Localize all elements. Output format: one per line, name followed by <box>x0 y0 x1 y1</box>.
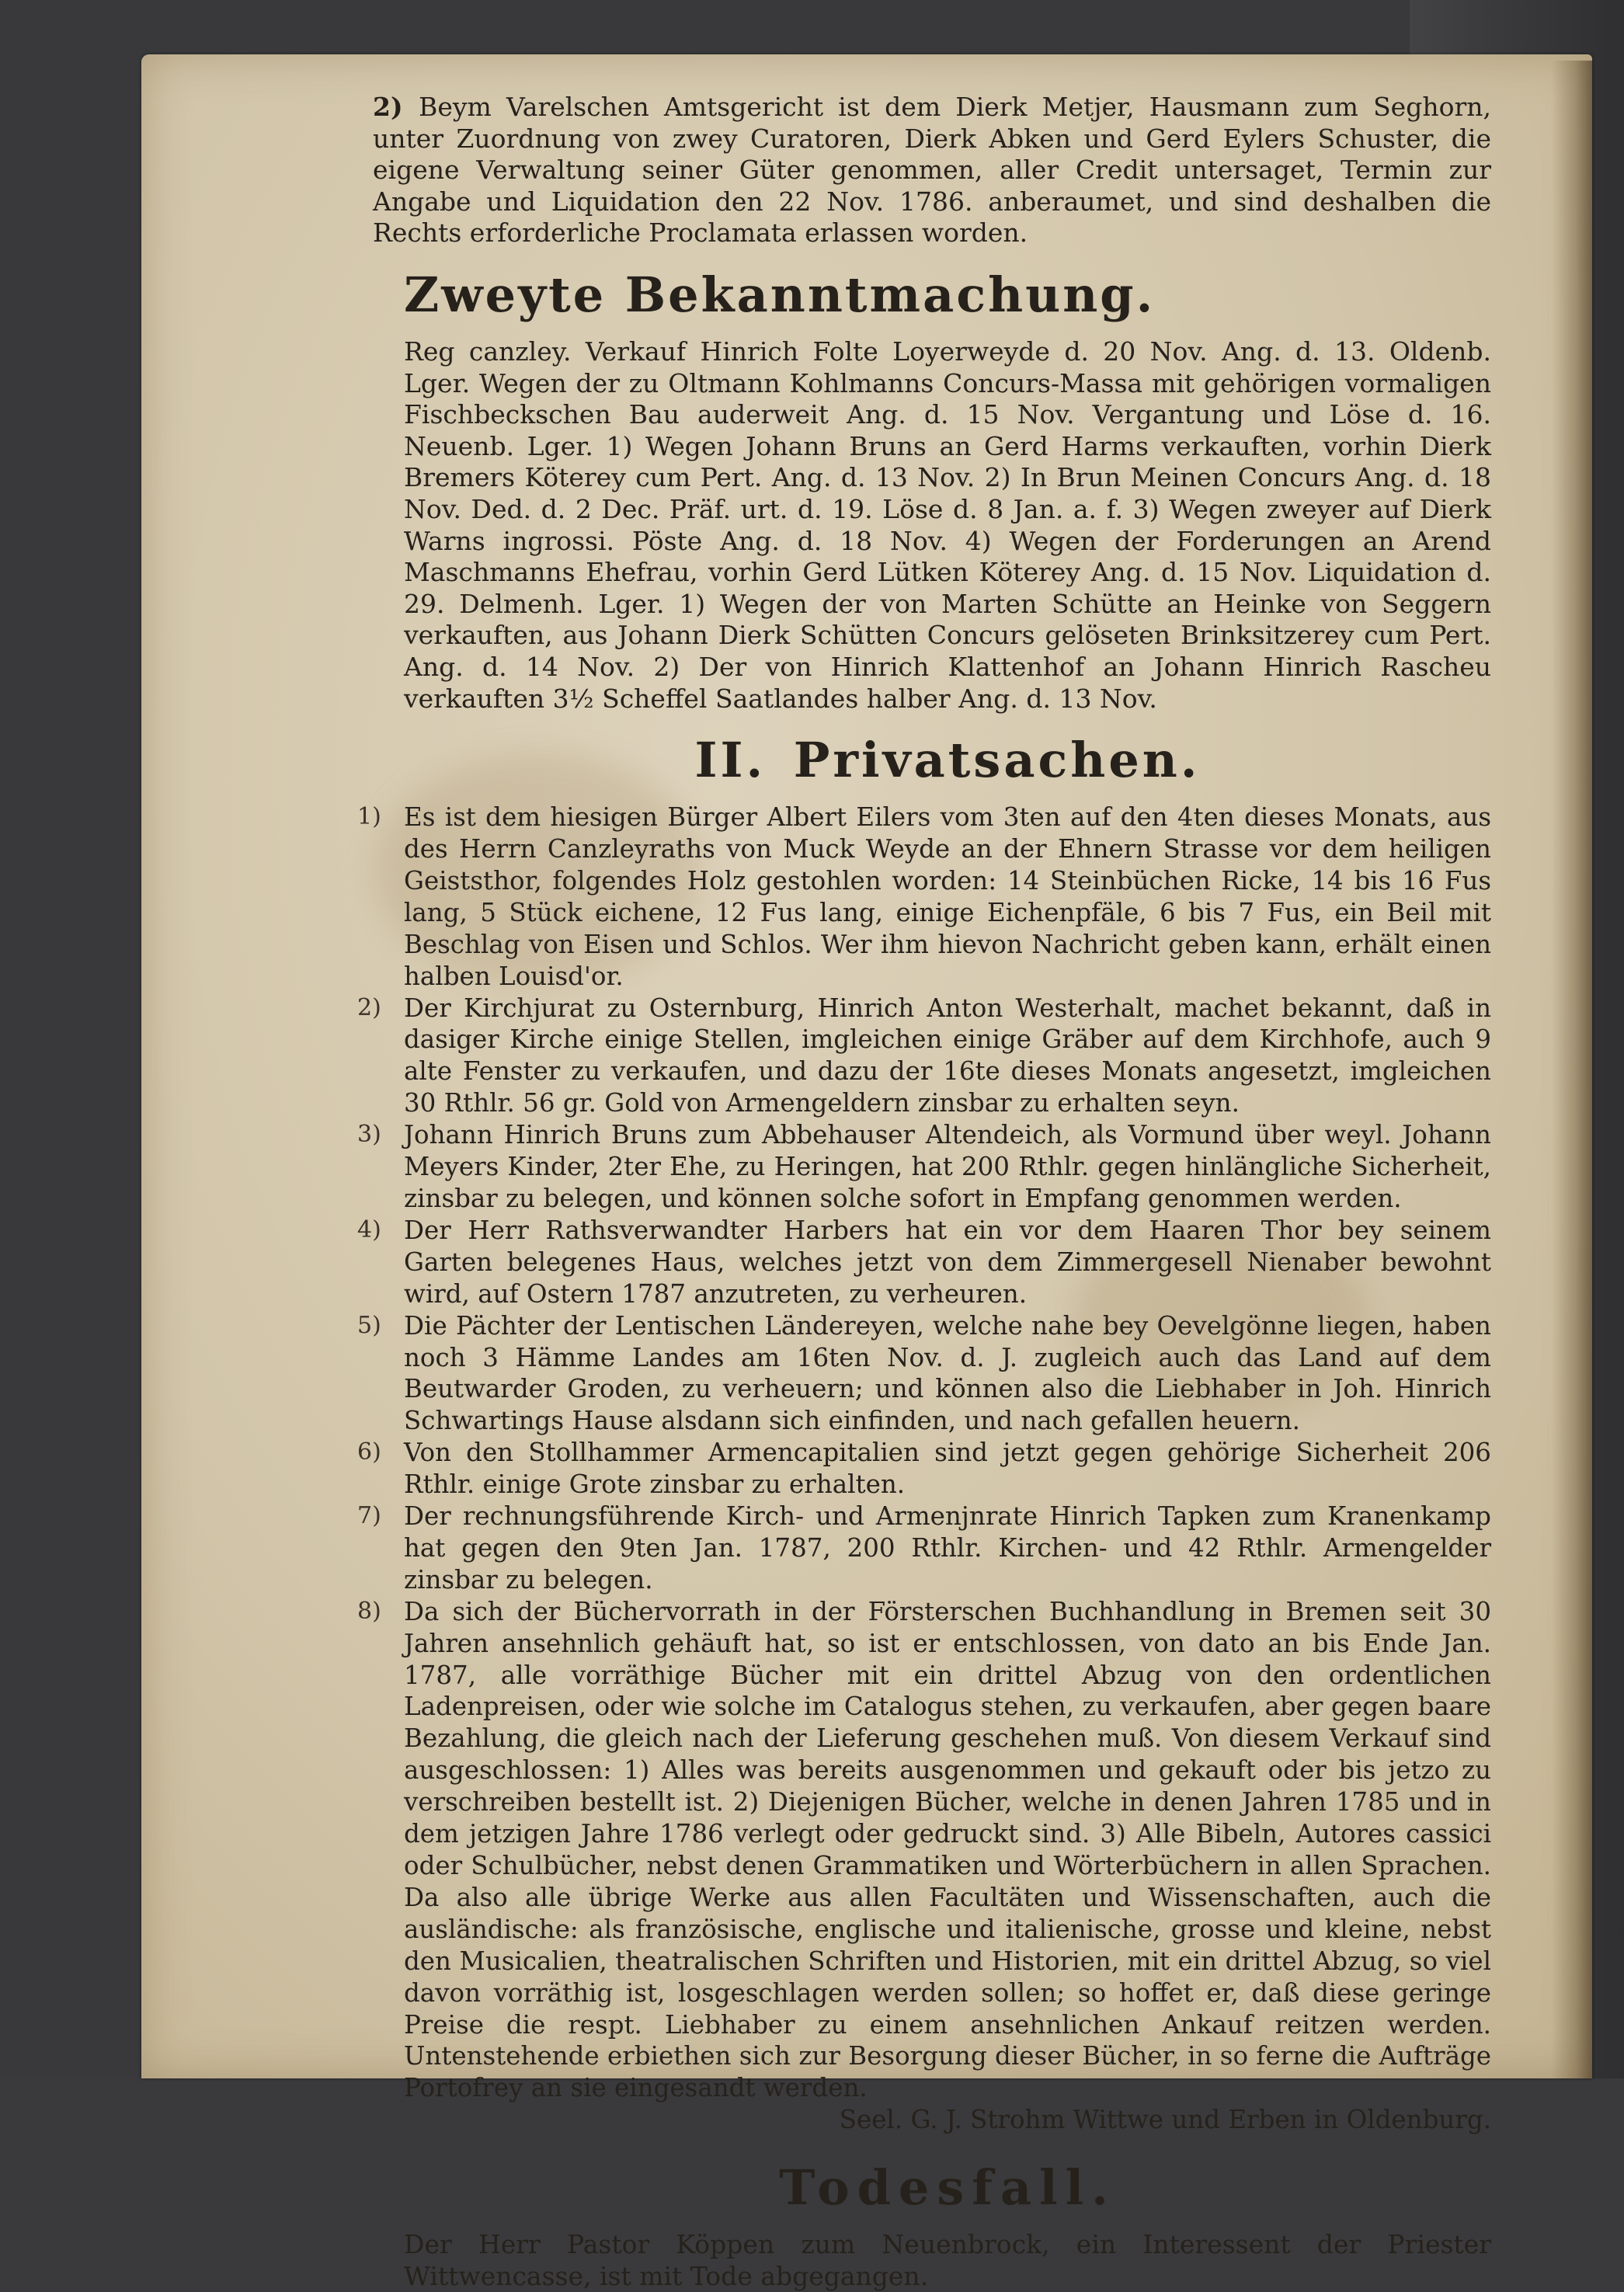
item-text: Der Herr Rathsverwandter Harbers hat ein vor dem Haaren Thor bey seinem Garten belegenes Haus, welches jetzt von dem Zimmergesell Nienaber bewohnt wird, auf Ostern 1787 anzutreten, zu verheuren. <box>404 1215 1491 1309</box>
section-title: Privatsachen. <box>793 732 1201 789</box>
item-text: Die Pächter der Lentischen Ländereyen, welche nahe bey Oevelgönne liegen, haben noch 3 Hämme Landes am 16ten Nov. d. J. zugleich auch das Land auf dem Beutwarder Groden, zu verheuern; und können also die Liebhaber in Joh. Hinrich Schwartings Hause alsdann sich einfinden, und nach gefallen heuern. <box>404 1310 1491 1436</box>
item-text: Der rechnungsführende Kirch- und Armenjnrate Hinrich Tapken zum Kranenkamp hat gegen den 9ten Jan. 1787, 200 Rthlr. Kirchen- und 42 Rthlr. Armengelder zinsbar zu belegen. <box>404 1501 1491 1595</box>
todesfall-heading: Todesfall. <box>779 2159 1116 2217</box>
item-number: 4) <box>357 1216 381 1243</box>
item-number: 6) <box>357 1438 381 1466</box>
list-item <box>357 1310 1491 1438</box>
item-number: 3) <box>357 1121 381 1149</box>
item-number: 7) <box>357 1502 381 1530</box>
section-number: II. <box>694 732 767 789</box>
todesfall-paragraph: Der Herr Pastor Köppen zum Neuenbrock, ein Interessent der Priester Wittwencasse, ist mit Tode abgegangen. <box>404 2229 1491 2291</box>
privat-list <box>357 802 1491 2136</box>
list-item <box>357 1119 1491 1215</box>
item-text: Johann Hinrich Bruns zum Abbehauser Altendeich, als Vormund über weyl. Johann Meyers Kinder, 2ter Ehe, zu Heringen, hat 200 Rthlr. gegen hinlängliche Sicherheit, zinsbar zu belegen, und können solche sofort in Empfang genommen werden. <box>404 1120 1491 1213</box>
item-number: 8) <box>357 1597 381 1625</box>
intro-paragraph <box>373 92 1491 249</box>
intro-number: 2) <box>373 92 403 122</box>
zweyte-heading: Zweyte Bekanntmachung. <box>404 266 1156 323</box>
item-text: Von den Stollhammer Armencapitalien sind jetzt gegen gehörige Sicherheit 206 Rthlr. einige Grote zinsbar zu erhalten. <box>404 1438 1491 1500</box>
item-number: 1) <box>357 803 381 831</box>
item-text: Es ist dem hiesigen Bürger Albert Eilers vom 3ten auf den 4ten dieses Monats, aus des Herrn Canzleyraths von Muck Weyde an der Ehnern Strasse vor dem heiligen Geiststhor, folgendes Holz gestohlen worden: 14 Steinbüchen Ricke, 14 bis 16 Fus lang, 5 Stück eichene, 12 Fus lang, einige Eichenpfäle, 6 bis 7 Fus, ein Beil mit Beschlag von Eisen und Schlos. Wer ihm hievon Nachricht geben kann, erhält einen halben Louisd'or. <box>404 802 1491 991</box>
list-item <box>357 1215 1491 1310</box>
item-text: Da sich der Büchervorrath in der Försterschen Buchhandlung in Bremen seit 30 Jahren ansehnlich gehäuft hat, so ist er entschlossen, von dato an bis Ende Jan. 1787, alle vorräthige Bücher mit ein drittel Abzug von den ordentlichen Ladenpreisen, oder wie solche im Catalogus stehen, zu verkaufen, aber gegen baare Bezahlung, die gleich nach der Lieferung geschehen muß. Von diesem Verkauf sind ausgeschlossen: 1) Alles was bereits ausgenommen und gekauft oder bis jetzo zu verschreiben bestellt ist. 2) Diejenigen Bücher, welche in denen Jahren 1785 und in dem jetzigen Jahre 1786 verlegt oder gedruckt sind. 3) Alle Bibeln, Autores cassici oder Schulbücher, nebst denen Grammatiken und Wörterbüchern in allen Sprachen. Da also alle übrige Werke aus allen Facultäten und Wissenschaften, auch die ausländische: als französische, englische und italienische, grosse und kleine, nebst den Musicalien, theatralischen Schriften und Historien, mit ein drittel Abzug, so viel davon vorräthig ist, losgeschlagen werden sollen; so hoffet er, daß diese geringe Preise die respt. Liebhaber zu einem ansehnlichen Ankauf reitzen werden. Untenstehende erbiethen sich zur Besorgung dieser Bücher, in so ferne die Aufträge Portofrey an sie eingesandt werden. <box>404 1596 1491 2103</box>
zweyte-paragraph: Reg canzley. Verkauf Hinrich Folte Loyerweyde d. 20 Nov. Ang. d. 13. Oldenb. Lger. Wegen der zu Oltmann Kohlmanns Concurs-Massa mit gehörigen vormaligen Fischbeckschen Bau auderweit Ang. d. 15 Nov. Vergantung und Löse d. 16. Neuenb. Lger. 1) Wegen Johann Bruns an Gerd Harms verkauften, vorhin Dierk Bremers Köterey cum Pert. Ang. d. 13 Nov. 2) In Brun Meinen Concurs Ang. d. 18 Nov. Ded. d. 2 Dec. Präf. urt. d. 19. Löse d. 8 Jan. a. f. 3) Wegen zweyer auf Dierk Warns ingrossi. Pöste Ang. d. 18 Nov. 4) Wegen der Forderungen an Arend Maschmanns Ehefrau, vorhin Gerd Lütken Köterey Ang. d. 15 Nov. Liquidation d. 29. Delmenh. Lger. 1) Wegen der von Marten Schütte an Heinke von Seggern verkauften, aus Johann Dierk Schütten Concurs gelöseten Brinksitzerey cum Pert. Ang. d. 14 Nov. 2) Der von Hinrich Klattenhof an Johann Hinrich Rascheu verkauften 3½ Scheffel Saatlandes halber Ang. d. 13 Nov. <box>404 336 1491 714</box>
signature: Seel. G. J. Strohm Wittwe und Erben in Oldenburg. <box>839 2105 1491 2135</box>
item-number: 5) <box>357 1311 381 1339</box>
list-item <box>357 1596 1491 2105</box>
item-text: Der Kirchjurat zu Osternburg, Hinrich Anton Westerhalt, machet bekannt, daß in dasiger Kirche einige Stellen, imgleichen einige Gräber auf dem Kirchhofe, auch 9 alte Fenster zu verkaufen, und dazu der 16te dieses Monats angesetzt, imgleichen 30 Rthlr. 56 gr. Gold von Armengeldern zinsbar zu erhalten seyn. <box>404 993 1491 1118</box>
item-number: 2) <box>357 993 381 1021</box>
list-item <box>357 1501 1491 1596</box>
page-text <box>357 92 1491 2292</box>
list-item <box>357 993 1491 1120</box>
intro-text: Beym Varelschen Amtsgericht ist dem Dierk Metjer, Hausmann zum Seghorn, unter Zuordnung von zwey Curatoren, Dierk Abken und Gerd Eylers Schuster, die eigene Verwaltung seiner Güter genommen, aller Credit untersaget, Termin zur Angabe und Liquidation den 22 Nov. 1786. anberaumet, und sind deshalben die Rechts erforderliche Proclamata erlassen worden. <box>373 92 1491 249</box>
list-item <box>357 1437 1491 1501</box>
list-item <box>357 802 1491 992</box>
privat-heading <box>404 732 1491 789</box>
